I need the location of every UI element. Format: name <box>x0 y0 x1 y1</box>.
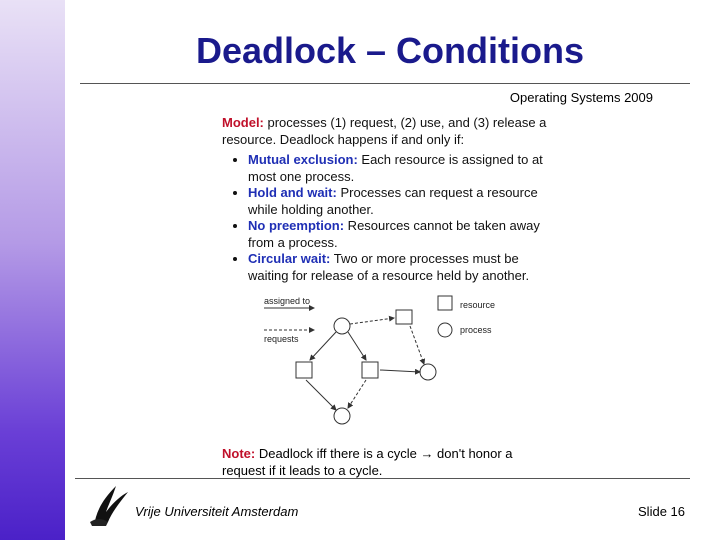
condition-text: Resources cannot be taken away from a process. <box>248 218 540 250</box>
condition-item <box>248 218 552 251</box>
resource-node <box>396 310 412 324</box>
slide-title: Deadlock – Conditions <box>195 30 585 71</box>
resource-allocation-graph <box>258 292 496 432</box>
condition-label: Mutual exclusion: <box>248 152 358 167</box>
condition-item <box>248 152 552 185</box>
condition-text: Each resource is assigned to at most one process. <box>248 152 543 184</box>
condition-label: Hold and wait: <box>248 185 337 200</box>
footer-slide-number: Slide 16 <box>638 504 685 519</box>
note-text: Deadlock iff there is a cycle → don't honor a request if it leads to a cycle. <box>222 446 513 478</box>
legend-resource: resource <box>460 300 496 310</box>
assignment-edge <box>306 380 336 410</box>
condition-item <box>248 251 552 284</box>
content-panel <box>222 115 552 284</box>
process-node <box>420 364 436 380</box>
request-edge <box>350 318 394 324</box>
bottom-divider <box>75 478 690 479</box>
university-logo-icon <box>86 482 130 528</box>
condition-text: Two or more processes must be waiting for release of a resource held by another. <box>248 251 530 283</box>
resource-node <box>362 362 378 378</box>
request-edge <box>410 326 424 364</box>
condition-text: Processes can request a resource while holding another. <box>248 185 538 217</box>
conditions-list <box>222 152 552 284</box>
assignment-edge <box>348 332 366 360</box>
resource-node <box>296 362 312 378</box>
legend-resource-shape <box>438 296 452 310</box>
condition-item <box>248 185 552 218</box>
model-paragraph <box>222 115 552 148</box>
top-divider <box>80 83 690 84</box>
slide-subtitle: Operating Systems 2009 <box>509 90 653 105</box>
condition-label: Circular wait: <box>248 251 331 266</box>
legend-requests: requests <box>264 334 299 344</box>
process-node <box>334 408 350 424</box>
assignment-edge <box>310 332 336 360</box>
model-text: processes (1) request, (2) use, and (3) release a resource. Deadlock happens if and only if: <box>222 115 547 147</box>
process-node <box>334 318 350 334</box>
assignment-edge <box>380 370 420 372</box>
legend-assigned-to: assigned to <box>264 296 311 306</box>
footer-institution: Vrije Universiteit Amsterdam <box>135 504 299 519</box>
note-label: Note: <box>222 446 256 461</box>
note-paragraph <box>222 446 552 479</box>
legend-process-shape <box>438 323 452 337</box>
sidebar-gradient <box>0 0 65 540</box>
condition-label: No preemption: <box>248 218 345 233</box>
request-edge <box>348 380 366 408</box>
model-label: Model: <box>222 115 264 130</box>
legend-process: process <box>460 325 492 335</box>
